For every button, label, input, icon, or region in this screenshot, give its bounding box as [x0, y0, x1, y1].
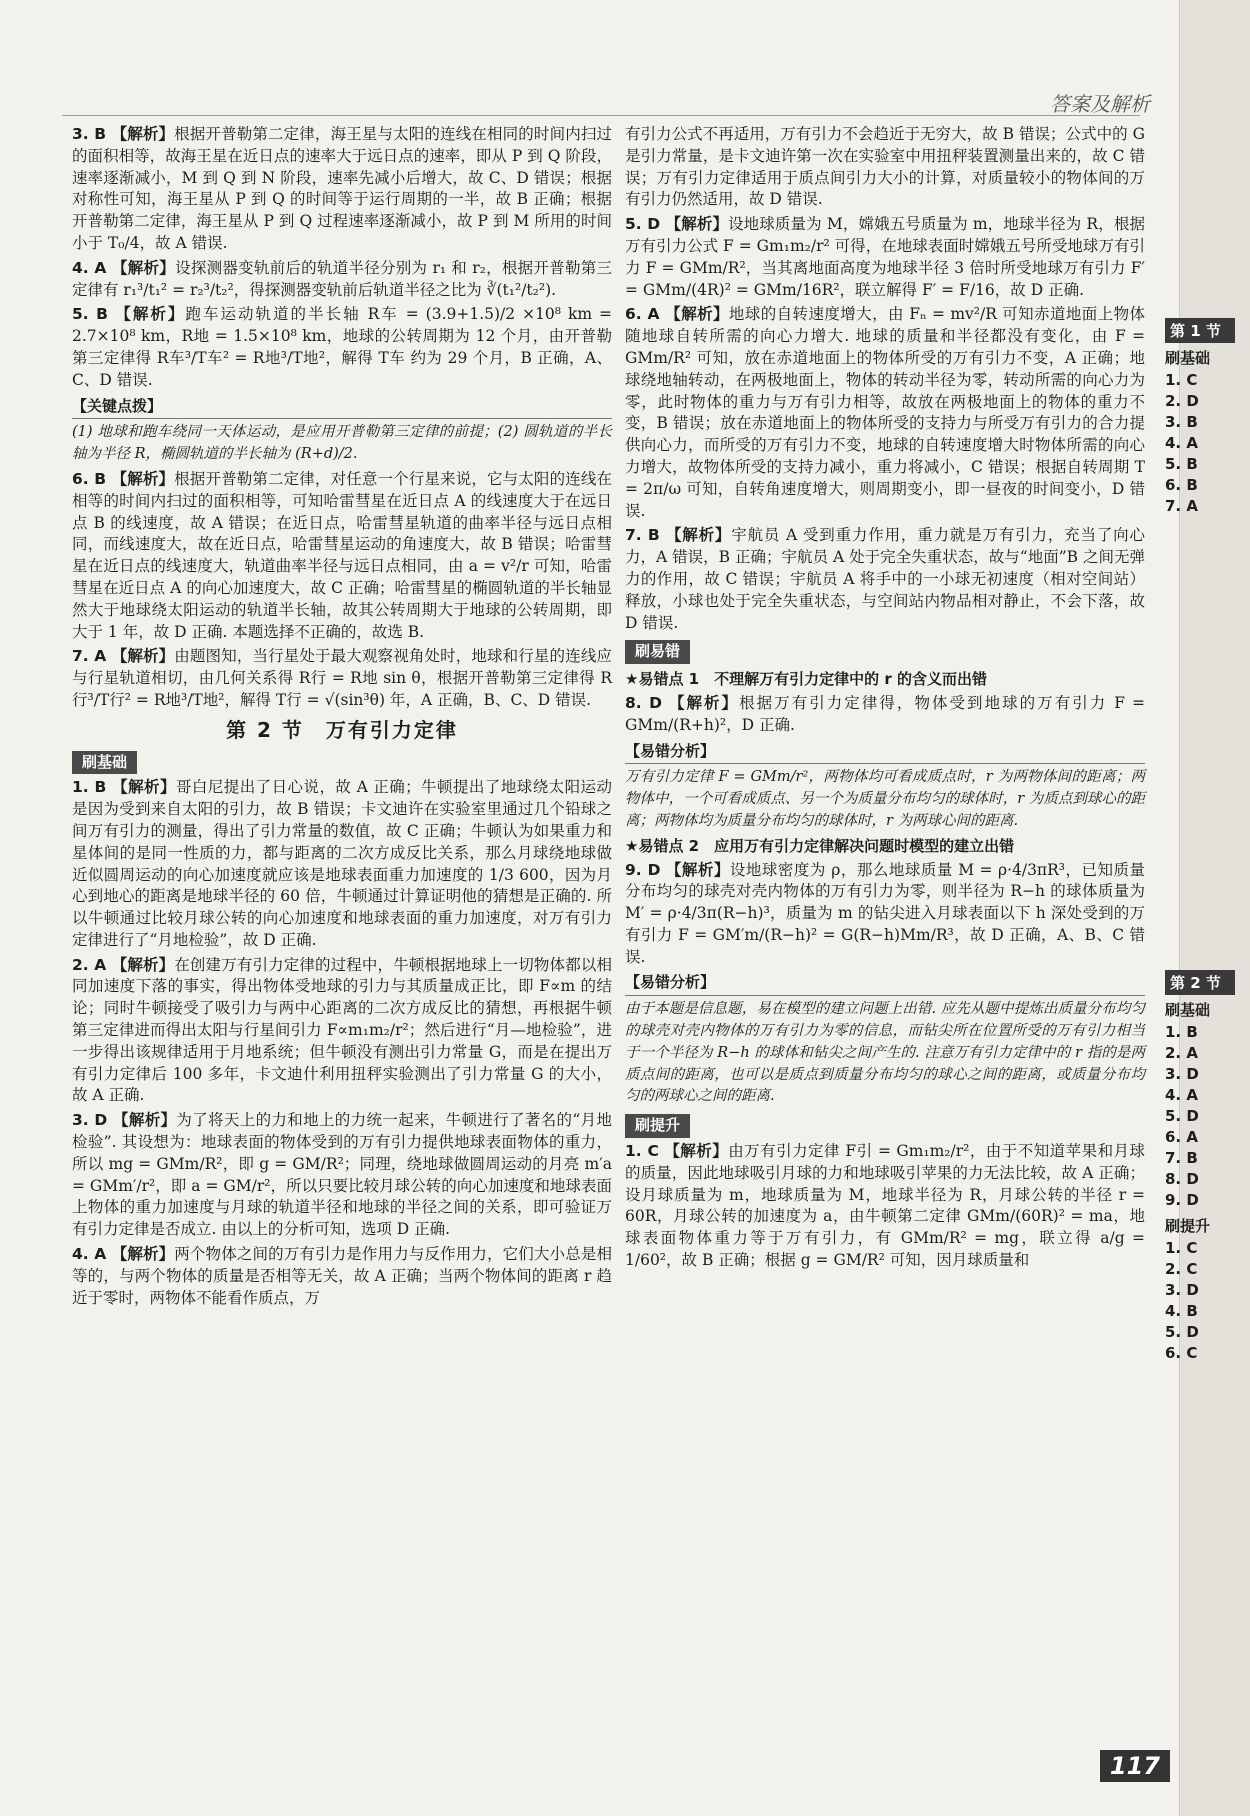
sidebar-section-label: 第 1 节: [1165, 318, 1235, 343]
answer-number: 3. B: [72, 125, 112, 143]
left-items-b: [72, 469, 612, 712]
sidebar-answers: [1165, 370, 1235, 517]
answer-number: 5. D: [625, 215, 666, 234]
sidebar-answer: 1. C: [1165, 371, 1198, 389]
answer-number: 6. B: [72, 469, 112, 488]
left-items-c: [72, 777, 612, 1309]
header-title: 答案及解析: [1050, 92, 1150, 116]
answer-number: 1. B: [72, 778, 113, 797]
answer-item: [625, 214, 1145, 301]
mistake-point-2: ★易错点 2 应用万有引力定律解决问题时模型的建立出错: [625, 836, 1015, 855]
answer-text: 设地球质量为 M，嫦娥五号质量为 m，地球半径为 R，根据万有引力公式 F = Gm₁m₂/r² 可得，在地球表面时嫦娥五号所受地球万有引力 F = GMm/R²，当其离地面高度为地球半径 3 倍时所受地球万有引力 F′ = GMm/(4R)² = GMm/16R²，联立解得 F′ = F/16，故 D 正确.: [625, 215, 1145, 299]
sidebar-answer: 6. B: [1165, 476, 1198, 494]
sidebar-answers-2: [1165, 1238, 1235, 1364]
sidebar-sub-label: 刷基础: [1165, 1001, 1211, 1019]
sidebar-answer: 7. B: [1165, 1149, 1198, 1167]
answer-item: [72, 955, 612, 1108]
analysis-tag: 【解析】: [665, 860, 730, 879]
answer-number: 4. A: [72, 1245, 112, 1264]
section-bar-advanced: 刷提升: [625, 1114, 690, 1138]
section-title: 第 2 节 万有引力定律: [226, 717, 458, 742]
analysis-tag: 【解析】: [111, 125, 175, 143]
mistake-analysis-text-2: 由于本题是信息题，易在模型的建立问题上出错. 应先从题中提炼出质量分布均匀的球壳对壳内物体的万有引力为零的信息，而钻尖所在位置所受的万有引力相当于一个半径为 R−h 的球体和钻尖之间产生的. 注意万有引力定律中的 r 指的是两质点间的距离，也可以是质点到质量分布均匀的球心之间的距离，或质量分布均匀的两球心之间的距离.: [625, 1001, 1145, 1105]
answer-item: [72, 1244, 612, 1309]
answer-number: 9. D: [625, 860, 661, 879]
answer-text: 由题图知，当行星处于最大观察视角处时，地球和行星的连线应与行星轨道相切，由几何关系得 R行 = R地 sin θ，根据开普勒第三定律得 R行³/T行² = R地³/T地²，解得 T行 = √(sin³θ) 年，A 正确，B、C、D 错误.: [72, 647, 612, 709]
analysis-tag: 【解析】: [112, 258, 176, 277]
answer-item: [625, 525, 1145, 634]
right-column: [625, 124, 1145, 1275]
answer-number: 1. C: [625, 1142, 659, 1161]
answer-text: 根据开普勒第二定律，对任意一个行星来说，它与太阳的连线在相等的时间内扫过的面积相等，可知哈雷彗星在近日点 A 的线速度大于在远日点 B 的线速度，故 A 错误；在近日点，哈雷彗星轨道的曲率半径与远日点相同，而线速度大，故在近日点，哈雷彗星运动的角速度大，故 B 错误；哈雷彗星在近日点的线速度大，轨道曲率半径与远日点相同，由 a = v²/r 可知，哈雷彗星在近日点 A 的向心加速度大，故 C 正确；哈雷彗星的椭圆轨道的半长轴显然大于地球绕太阳运动的轨道半长轴，故其公转周期大于地球的公转周期，即大于 1 年，故 D 正确. 本题选择不正确的，故选 B.: [72, 469, 612, 641]
answer-text: 在创建万有引力定律的过程中，牛顿根据地球上一切物体都以相同加速度下落的事实，得出物体受地球的引力与其质量成正比，即 F∝m 的结论；同时牛顿接受了吸引力与两中心距离的二次方成反比的猜想，再根据牛顿第三定律进而得出太阳与行星间引力 F∝m₁m₂/r²；然后进行“月—地检验”，进一步得出该规律适用于月地系统；但牛顿没有测出引力常量 G，而是在提出万有引力定律后 100 多年，卡文迪什利用扭秤实验测出了引力常量 G 的大小，故 A 正确.: [72, 955, 612, 1105]
answer-number: 2. A: [72, 955, 112, 974]
answer-number: 8. D: [625, 693, 662, 712]
analysis-tag: 【解析】: [665, 526, 732, 545]
sidebar-answer: 4. A: [1165, 1086, 1198, 1104]
sidebar-answer: 1. C: [1165, 1239, 1198, 1257]
answer-number: 7. B: [625, 526, 666, 545]
analysis-tag: 【解析】: [111, 1245, 175, 1264]
answer-number: 4. A: [72, 258, 112, 277]
analysis-tag: 【解析】: [111, 955, 175, 974]
answer-number: 3. D: [72, 1111, 114, 1130]
answer-item: [72, 646, 612, 711]
answer-text: 哥白尼提出了日心说，故 A 正确；牛顿提出了地球绕太阳运动是因为受到来自太阳的引力，故 B 错误；卡文迪许在实验室里通过几个铅球之间万有引力的测量，得出了引力常量的数值，故 C 正确；牛顿认为如果重力和星体间的是同一性质的力，都与距离的二次方成反比关系，那么月球绕地球做近似圆周运动的向心加速度就应该是地球表面重力加速度的 1/3 600，因为月心到地心的距离是地球半径的 60 倍，牛顿通过计算证明他的猜想是正确的. 所以牛顿通过比较月球公转的向心加速度和地球表面的重力加速度，对万有引力定律进行了“月地检验”，故 D 正确.: [72, 778, 612, 949]
answer-number: 5. B: [72, 305, 116, 324]
sidebar-answer: 7. A: [1165, 497, 1198, 515]
sidebar-answer: 4. A: [1165, 434, 1198, 452]
sidebar-answer: 3. B: [1165, 413, 1198, 431]
sidebar-answer: 2. C: [1165, 1260, 1198, 1278]
answer-item: [72, 777, 612, 951]
sidebar-answer: 5. D: [1165, 1323, 1199, 1341]
sidebar-sub-label: 刷基础: [1165, 349, 1211, 367]
analysis-tag: 【解析】: [665, 215, 729, 234]
mistake-analysis-text-1: 万有引力定律 F = GMm/r²，两物体均可看成质点时，r 为两物体间的距离；两物体中，一个可看成质点、另一个为质量分布均匀的球体时，r 为质点到球心的距离；两物体均为质量分布均匀的球体时，r 为两球心间的距离.: [625, 769, 1145, 829]
answer-item-1c: [625, 1141, 1145, 1272]
answer-item: [72, 124, 612, 255]
key-point-title: 【关键点拨】: [72, 396, 612, 420]
analysis-tag: 【解析】: [115, 305, 186, 324]
sidebar-answer: 5. D: [1165, 1107, 1199, 1125]
answer-text: 地球的自转速度增大，由 Fₙ = mv²/R 可知赤道地面上物体随地球自转所需的向心力增大. 地球的质量和半径都没有变化，由 F = GMm/R² 可知，放在赤道地面上的物体所受的万有引力不变，A 正确；地球绕地轴转动，在两极地面上，物体的转动半径为零，转动所需的向心力为零，此时物体的重力与万有引力相等，故放在两极地面上的物体的重力不变，B 错误；放在赤道地面上的物体所受的支持力与所受万有引力的合力提供向心力，而所受的万有引力不变，地球的自转速度增大时物体所需的向心力增大，故物体所受的支持力减小，重力将减小，C 错误；根据自转周期 T = 2π/ω 可知，自转角速度增大，则周期变小，即一昼夜的时间变小，D 错误.: [625, 305, 1145, 520]
key-point-text: (1) 地球和跑车绕同一天体运动，是应用开普勒第三定律的前提；(2) 圆轨道的半长轴为半径 R，椭圆轨道的半长轴为 (R+d)/2.: [72, 424, 612, 463]
answer-text: 有引力公式不再适用，万有引力不会趋近于无穷大，故 B 错误；公式中的 G 是引力常量，是卡文迪许第一次在实验室中用扭秤装置测量出来的，故 C 错误；万有引力定律适用于质点间引力大小的计算，对质量较小的物体间的万有引力仍然适用，故 D 错误.: [625, 125, 1145, 209]
answer-text: 根据万有引力定律得，物体受到地球的万有引力 F = GMm/(R+h)²，D 正确.: [625, 693, 1145, 734]
analysis-tag: 【解析】: [664, 1142, 729, 1161]
right-items-a: [625, 124, 1145, 634]
sidebar-answer: 5. B: [1165, 455, 1198, 473]
answer-item: [72, 258, 612, 302]
sidebar-answer: 1. B: [1165, 1023, 1198, 1041]
sidebar-answer: 2. D: [1165, 392, 1199, 410]
answer-item: [72, 304, 612, 391]
analysis-tag: 【解析】: [112, 778, 176, 797]
sidebar-section-label: 第 2 节: [1165, 970, 1235, 995]
section-bar-mistakes: 刷易错: [625, 640, 690, 664]
analysis-tag: 【解析】: [111, 469, 175, 488]
analysis-tag: 【解析】: [111, 647, 175, 666]
answer-text: 为了将天上的力和地上的力统一起来，牛顿进行了著名的“月地检验”. 其设想为：地球表面的物体受到的万有引力提供地球表面物体的重力，所以 mg = GMm/R²，即 g = GM/R²；同理，绕地球做圆周运动的月亮 m′a = GMm′/r²，即 a = GM/r²，所以只要比较月球公转的向心加速度和地球表面上物体的重力加速度与月球的轨道半径和地球的半径之间的关系，即可验证万有引力定律是否成立. 由以上的分析可知，选项 D 正确.: [72, 1111, 612, 1239]
answer-item: [625, 304, 1145, 522]
sidebar-sub-label-2: 刷提升: [1165, 1217, 1211, 1235]
answer-item: [72, 1110, 612, 1241]
left-column: [72, 124, 612, 1312]
answer-item-9: [625, 860, 1145, 969]
mistake-point-1: ★易错点 1 不理解万有引力定律中的 r 的含义而出错: [625, 670, 987, 689]
sidebar-answer: 8. D: [1165, 1170, 1199, 1188]
sidebar-answer: 3. D: [1165, 1281, 1199, 1299]
answer-number: 7. A: [72, 647, 112, 666]
answer-text: 由万有引力定律 F引 = Gm₁m₂/r²，由于不知道苹果和月球的质量，因此地球吸引月球的力和地球吸引苹果的力无法比较，故 A 正确；设月球质量为 m，地球质量为 M，地球半径为 R，月球公转的半径 r = 60R，月球公转的加速度为 a，由牛顿第二定律 GMm/(60R)² = ma，地球表面物体重力等于万有引力，有 GMm/R² = mg，联立得 a/g = 1/60²，故 B 正确；根据 g = GM/R² 可知，因月球质量和: [625, 1142, 1145, 1270]
sidebar-answer: 6. C: [1165, 1344, 1198, 1362]
answer-text: 设地球密度为 ρ，那么地球质量 M = ρ·4/3πR³，已知质量分布均匀的球壳对壳内物体的万有引力为零，则半径为 R−h 的球体质量为 M′ = ρ·4/3π(R−h)³，质量为 m 的钻尖进入月球表面以下 h 深处受到的万有引力 F = GM′m/(R−h)² = G(R−h)Mm/R³，故 D 正确，A、B、C 错误.: [625, 860, 1145, 966]
header-rule: [62, 115, 1140, 116]
analysis-tag: 【解析】: [113, 1111, 177, 1130]
answer-text: 两个物体之间的万有引力是作用力与反作用力，它们大小总是相等的，与两个物体的质量是否相等无关，故 A 正确；当两个物体间的距离 r 趋近于零时，两物体不能看作质点，万: [72, 1245, 612, 1307]
sidebar-section-2: [1165, 970, 1235, 1364]
answer-number: 6. A: [625, 305, 666, 324]
section-bar-basic: 刷基础: [72, 751, 137, 775]
sidebar-answer: 3. D: [1165, 1065, 1199, 1083]
answer-text: 跑车运动轨道的半长轴 R车 = (3.9+1.5)/2 ×10⁸ km = 2.7×10⁸ km，R地 = 1.5×10⁸ km，地球的公转周期为 12 个月，由开普勒第三定律得 R车³/T车² = R地³/T地²，解得 T车 约为 29 个月，B 正确，A、C、D 错误.: [72, 305, 612, 389]
answer-item: [72, 469, 612, 643]
mistake-analysis-title-2: 【易错分析】: [625, 972, 1145, 996]
sidebar-answers: [1165, 1022, 1235, 1211]
left-items-a: [72, 124, 612, 392]
answer-text: 设探测器变轨前后的轨道半径分别为 r₁ 和 r₂，根据开普勒第三定律有 r₁³/t₁² = r₂³/t₂²，得探测器变轨前后轨道半径之比为 ∛(t₁²/t₂²).: [72, 258, 612, 299]
answer-item-8: [625, 693, 1145, 737]
sidebar-section-1: [1165, 318, 1235, 517]
analysis-tag: 【解析】: [668, 693, 740, 712]
sidebar-answer: 4. B: [1165, 1302, 1198, 1320]
mistake-analysis-title-1: 【易错分析】: [625, 741, 1145, 765]
sidebar-answer: 6. A: [1165, 1128, 1198, 1146]
answer-text: 宇航员 A 受到重力作用，重力就是万有引力，充当了向心力，A 错误，B 正确；宇航员 A 处于完全失重状态，故与“地面”B 之间无弹力的作用，故 C 错误；宇航员 A 将手中的一小球无初速度（相对空间站）释放，小球也处于完全失重状态，与空间站内物品相对静止，不会下落，故 D 错误.: [625, 526, 1145, 632]
page-edge: [1179, 0, 1250, 1816]
analysis-tag: 【解析】: [665, 305, 729, 324]
sidebar-answer: 9. D: [1165, 1191, 1199, 1209]
page-number: 117: [1100, 1750, 1170, 1782]
sidebar-answer: 2. A: [1165, 1044, 1198, 1062]
answer-text: 根据开普勒第二定律，海王星与太阳的连线在相同的时间内扫过的面积相等，故海王星在近日点的速率大于远日点的速率，即从 P 到 Q 阶段，速率逐渐减小，M 到 Q 到 N 阶段，速率先减小后增大，故 C、D 错误；根据对称性可知，海王星从 P 到 Q 的时间等于运行周期的一半，故 B 正确；根据开普勒第二定律，海王星从 P 到 Q 过程速率逐渐减小，故 P 到 M 所用的时间小于 T₀/4，故 A 错误.: [72, 125, 612, 252]
answer-item: [625, 124, 1145, 211]
